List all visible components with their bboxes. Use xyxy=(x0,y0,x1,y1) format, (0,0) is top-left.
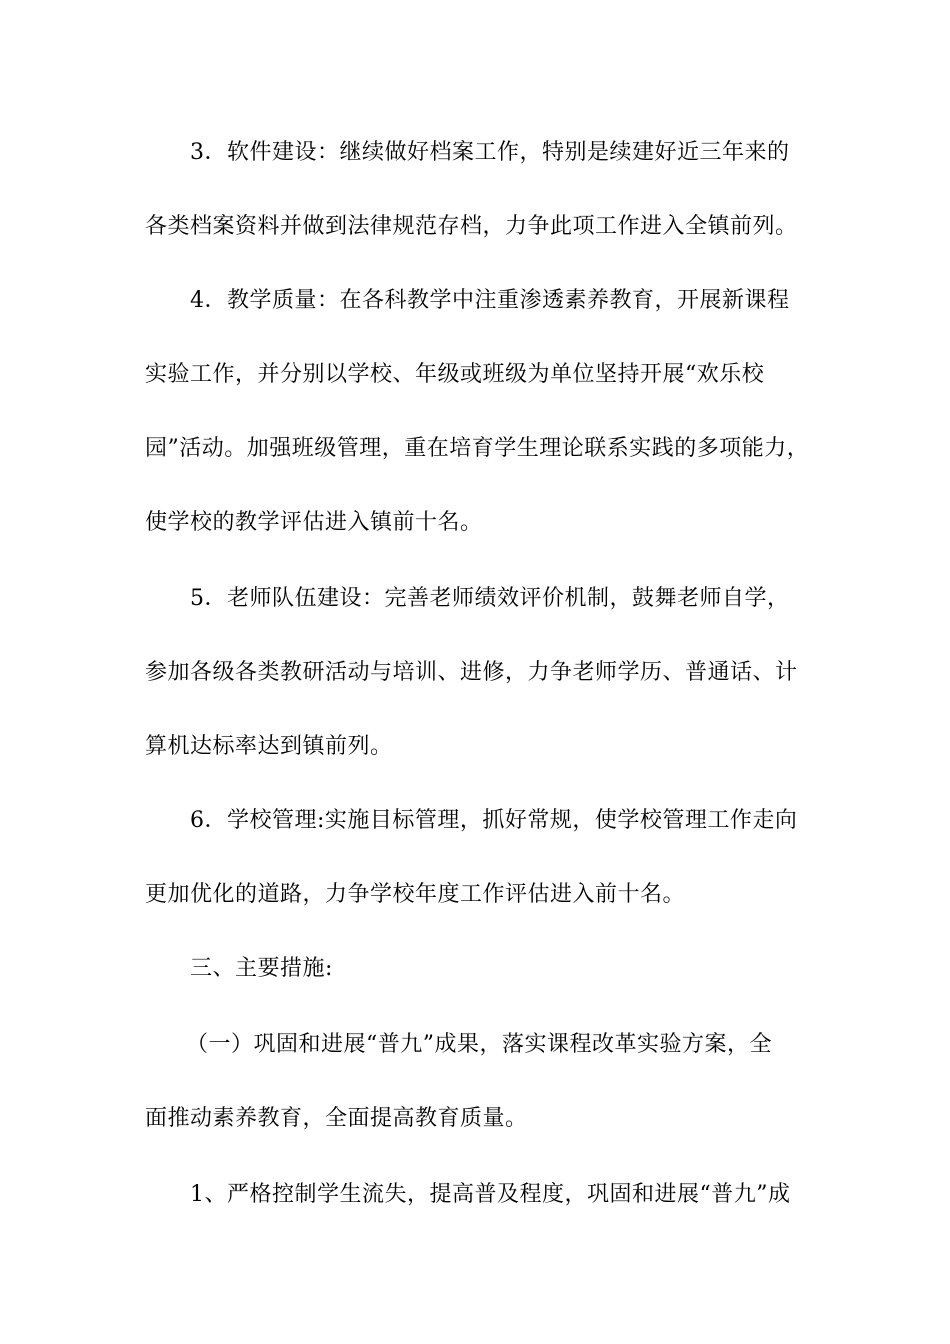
section-heading-main-measures: 三、主要措施: xyxy=(190,956,333,981)
paragraph-6-line-1: 6．学校管理:实施目标管理，抓好常规，使学校管理工作走向 xyxy=(190,808,798,833)
paragraph-5-line-2: 参加各级各类教研活动与培训、进修，力争老师学历、普通话、计 xyxy=(145,660,798,685)
subsection-1-line-2: 面推动素养教育，全面提高教育质量。 xyxy=(145,1106,528,1131)
paragraph-4-line-1: 4．教学质量：在各科教学中注重渗透素养教育，开展新课程 xyxy=(190,288,790,313)
paragraph-6-line-2: 更加优化的道路，力争学校年度工作评估进入前十名。 xyxy=(145,882,686,907)
subsection-1-line-1: （一）巩固和进展“普九”成果，落实课程改革实验方案，全 xyxy=(186,1032,772,1057)
paragraph-4-line-3: 园”活动。加强班级管理，重在培育学生理论联系实践的多项能力， xyxy=(145,436,810,461)
paragraph-4-line-4: 使学校的教学评估进入镇前十名。 xyxy=(145,510,483,535)
item-1-line-1: 1、严格控制学生流失，提高普及程度，巩固和进展“普九”成 xyxy=(190,1182,791,1207)
paragraph-4-line-2: 实验工作，并分别以学校、年级或班级为单位坚持开展“欢乐校 xyxy=(145,362,765,387)
paragraph-3-line-1: 3．软件建设：继续做好档案工作，特别是续建好近三年来的 xyxy=(190,140,790,165)
paragraph-5-line-1: 5．老师队伍建设：完善老师绩效评价机制，鼓舞老师自学， xyxy=(190,586,790,611)
paragraph-5-line-3: 算机达标率达到镇前列。 xyxy=(145,734,393,759)
paragraph-3-line-2: 各类档案资料并做到法律规范存档，力争此项工作进入全镇前列。 xyxy=(145,214,798,239)
